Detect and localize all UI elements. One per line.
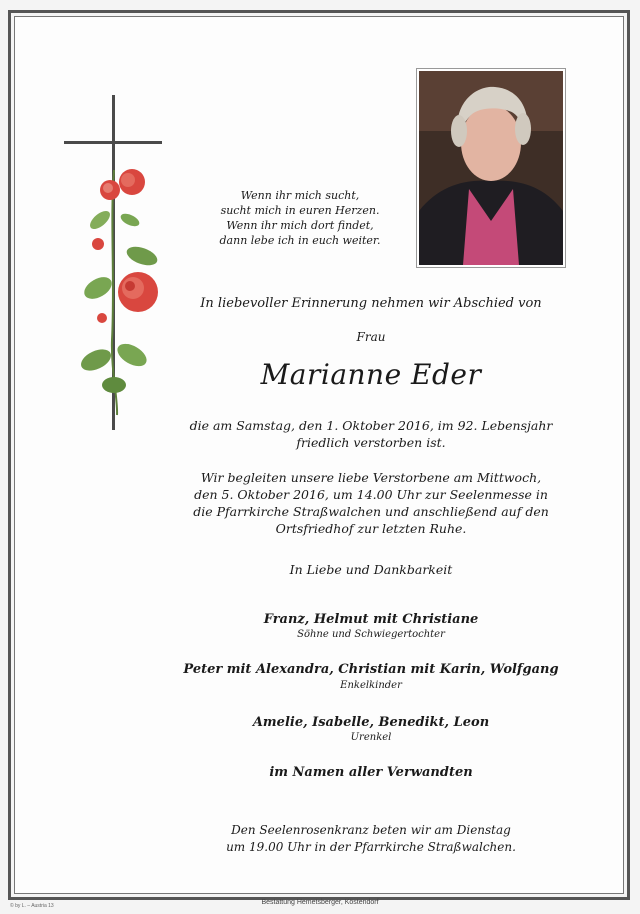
mourner-names: Peter mit Alexandra, Christian mit Karin, Wolfgang [183, 662, 559, 677]
poem-line: Wenn ihr mich dort findet, [226, 219, 374, 232]
text-line: Ortsfriedhof zur letzten Ruhe. [275, 521, 467, 536]
text-line: friedlich verstorben ist. [296, 435, 446, 450]
salutation: Frau [356, 330, 386, 344]
intro-line: In liebevoller Erinnerung nehmen wir Abschied von [200, 296, 542, 311]
rose-illustration [70, 160, 180, 420]
relatives-line: im Namen aller Verwandten [269, 765, 473, 780]
mourner-relation: Enkelkinder [340, 680, 402, 691]
text-line: um 19.00 Uhr in der Pfarrkirche Straßwalchen. [226, 840, 516, 854]
thanks-line: In Liebe und Dankbarkeit [289, 562, 453, 577]
text-line: Den Seelenrosenkranz beten wir am Dienstag [231, 823, 511, 837]
mourner-relation: Urenkel [350, 732, 392, 743]
rosary-notice [176, 822, 566, 856]
mourner-relation: Söhne und Schwiegertochter [297, 629, 445, 640]
death-notice [176, 417, 566, 451]
text-line: die Pfarrkirche Straßwalchen und anschließend auf den [193, 504, 549, 519]
poem-line: sucht mich in euren Herzen. [220, 204, 380, 217]
deceased-name: Marianne Eder [260, 358, 482, 391]
mourner-names: Franz, Helmut mit Christiane [263, 612, 479, 627]
poem-line: Wenn ihr mich sucht, [240, 189, 360, 202]
portrait-photo [416, 68, 566, 268]
print-code: © by L. – Austria 13 [10, 903, 54, 909]
poem-line: dann lebe ich in euch weiter. [219, 234, 381, 247]
funeral-home-footer: Bestattung Hemetsberger, Köstendorf [261, 899, 379, 906]
cross-horizontal [64, 141, 162, 144]
memorial-poem [200, 188, 400, 248]
text-line: den 5. Oktober 2016, um 14.00 Uhr zur Seelenmesse in [194, 487, 548, 502]
mourner-names: Amelie, Isabelle, Benedikt, Leon [252, 715, 490, 730]
text-line: die am Samstag, den 1. Oktober 2016, im 92. Lebensjahr [189, 418, 553, 433]
funeral-info [176, 469, 566, 537]
text-line: Wir begleiten unsere liebe Verstorbene am Mittwoch, [200, 470, 542, 485]
